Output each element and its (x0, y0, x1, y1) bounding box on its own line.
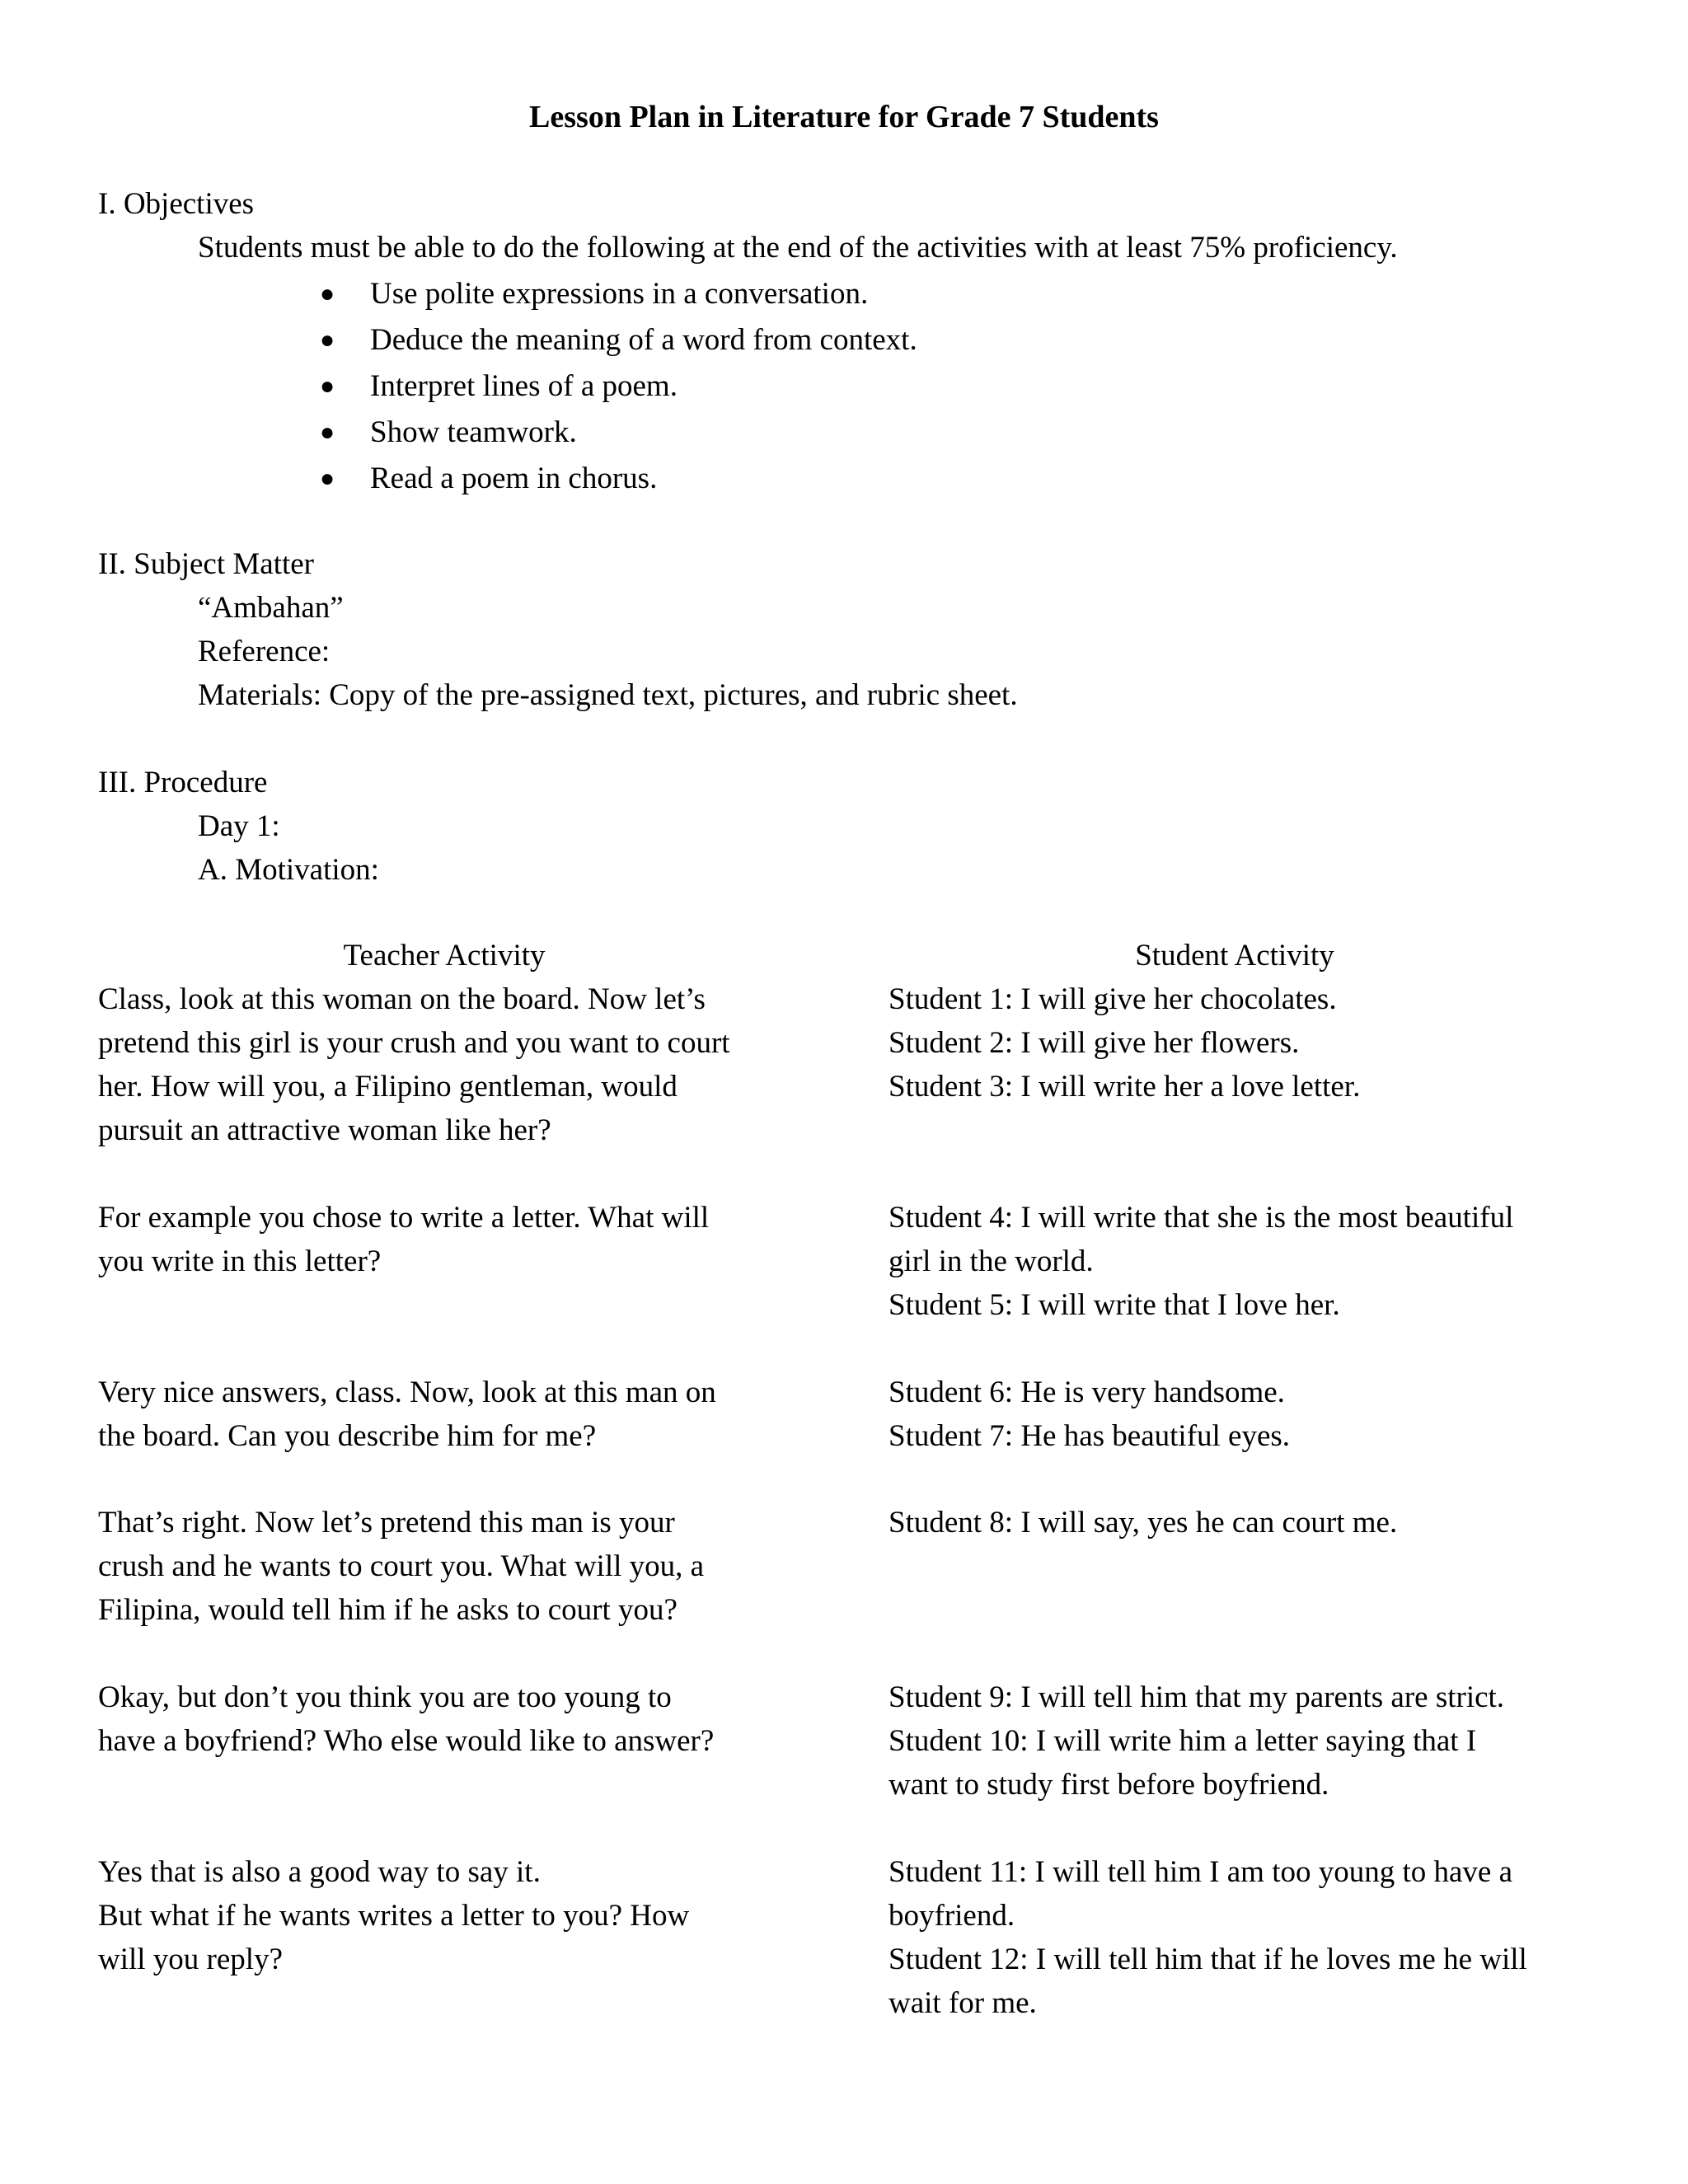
student-response: Student 11: I will tell him I am too young to have a boyfriend. (889, 1855, 1513, 1933)
objective-item (0, 457, 917, 503)
bullet-icon: ● (320, 373, 335, 400)
bullet-icon: ● (320, 465, 335, 492)
objective-text: Show teamwork. (370, 415, 577, 449)
objectives-heading: I. Objectives (98, 187, 255, 221)
student-responses (889, 1196, 1597, 1327)
student-response: Student 5: I will write that I love her. (889, 1288, 1340, 1322)
teacher-prompt: Very nice answers, class. Now, look at this man on the board. Can you describe him for me? (98, 1376, 716, 1453)
student-responses (889, 1371, 1597, 1458)
student-responses (889, 1501, 1597, 1544)
procedure-day: Day 1: (198, 809, 280, 843)
teacher-prompt: Okay, but don’t you think you are too young to have a boyfriend? Who else would like to answer? (98, 1680, 715, 1758)
objective-item (0, 410, 917, 457)
objective-text: Read a poem in chorus. (370, 462, 658, 495)
student-response: Student 8: I will say, yes he can court me. (889, 1506, 1398, 1540)
objective-item (0, 364, 917, 410)
objective-item (0, 272, 917, 318)
teacher-prompt: For example you chose to write a letter. What will you write in this letter? (98, 1201, 710, 1278)
subject-title: “Ambahan” (198, 591, 344, 625)
student-response: Student 7: He has beautiful eyes. (889, 1419, 1291, 1453)
student-response: Student 1: I will give her chocolates. (889, 982, 1337, 1016)
bullet-icon: ● (320, 326, 335, 354)
teacher-prompt: That’s right. Now let’s pretend this man is your crush and he wants to court you. What will you, a Filipina, would tell him if he asks to court you? (98, 1506, 705, 1627)
subject-reference: Reference: (198, 635, 331, 668)
subject-materials: Materials: Copy of the pre-assigned text, pictures, and rubric sheet. (198, 678, 1018, 712)
student-responses (889, 977, 1597, 1108)
objective-text: Deduce the meaning of a word from context. (370, 323, 917, 357)
student-activity-heading: Student Activity (1135, 939, 1334, 972)
procedure-part: A. Motivation: (198, 853, 379, 887)
objective-text: Use polite expressions in a conversation. (370, 277, 869, 311)
student-response: Student 6: He is very handsome. (889, 1376, 1285, 1409)
objective-item (0, 318, 917, 364)
student-responses (889, 1675, 1597, 1807)
student-response: Student 2: I will give her flowers. (889, 1026, 1300, 1060)
bullet-icon: ● (320, 419, 335, 446)
student-response: Student 9: I will tell him that my parents are strict. (889, 1680, 1505, 1714)
procedure-heading: III. Procedure (98, 766, 268, 799)
bullet-icon: ● (320, 280, 335, 307)
student-response: Student 3: I will write her a love letter. (889, 1070, 1361, 1104)
teacher-prompt: Class, look at this woman on the board. Now let’s pretend this girl is your crush and you want to court her. How will you, a Filipino gentleman, would pursuit an attractive woman like her? (98, 982, 730, 1147)
teacher-prompt: Yes that is also a good way to say it. But what if he wants writes a letter to you? How will you reply? (98, 1855, 690, 1976)
teacher-activity-heading: Teacher Activity (343, 939, 546, 972)
objectives-list (0, 272, 917, 503)
student-responses (889, 1850, 1597, 2025)
subject-matter-heading: II. Subject Matter (98, 547, 314, 581)
student-response: Student 12: I will tell him that if he loves me he will wait for me. (889, 1943, 1527, 2020)
document-title: Lesson Plan in Literature for Grade 7 Students (529, 100, 1159, 134)
student-response: Student 10: I will write him a letter saying that I want to study first before boyfriend. (889, 1724, 1477, 1802)
objectives-intro: Students must be able to do the following at the end of the activities with at least 75% proficiency. (198, 231, 1398, 265)
objective-text: Interpret lines of a poem. (370, 369, 678, 403)
student-response: Student 4: I will write that she is the most beautiful girl in the world. (889, 1201, 1514, 1278)
